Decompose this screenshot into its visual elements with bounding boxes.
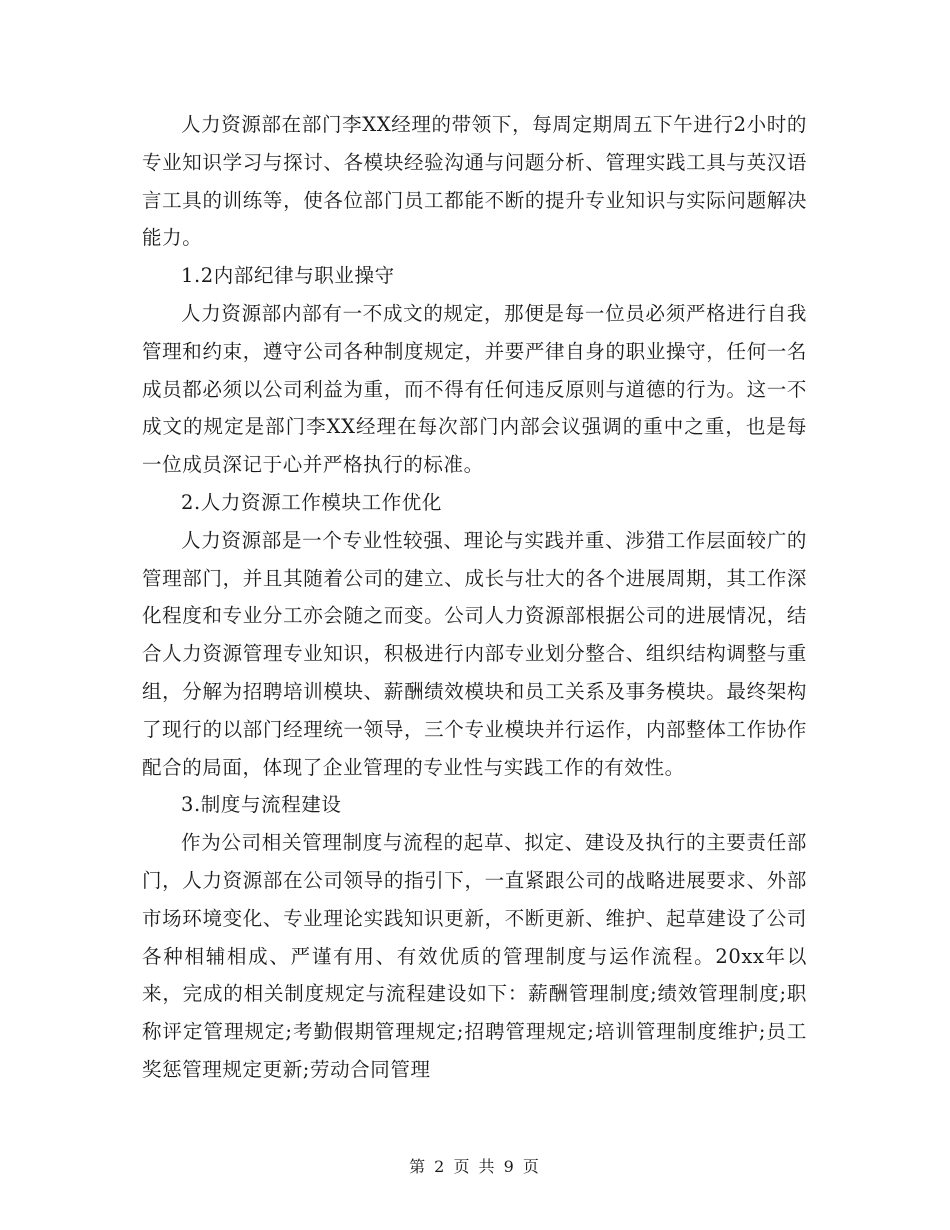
heading-module-optimization: 2.人力资源工作模块工作优化: [181, 490, 443, 514]
paragraph-discipline: 人力资源部内部有一不成文的规定，那便是每一位员必须严格进行自我管理和约束，遵守公司各种制度规定，并要严律自身的职业操守，任何一名成员都必须以公司利益为重，而不得有任何违反原则与道德的行为。这一不成文的规定是部门李XX经理在每次部门内部会议强调的重中之重，也是每一位成员深记于心并严格执行的标准。: [142, 301, 807, 477]
page-number-footer: 第 2 页 共 9 页: [409, 1157, 541, 1176]
paragraph-system-process: 作为公司相关管理制度与流程的起草、拟定、建设及执行的主要责任部门，人力资源部在公司领导的指引下，一直紧跟公司的战略进展要求、外部市场环境变化、专业理论实践知识更新，不断更新、维护、起草建设了公司各种相辅相成、严谨有用、有效优质的管理制度与运作流程。20xx年以来，完成的相关制度规定与流程建设如下：薪酬管理制度;绩效管理制度;职称评定管理规定;考勤假期管理规定;招聘管理规定;培训管理制度维护;员工奖惩管理规定更新;劳动合同管理: [142, 831, 807, 1081]
paragraph-study: 人力资源部在部门李XX经理的带领下，每周定期周五下午进行2小时的专业知识学习与探讨、各模块经验沟通与问题分析、管理实践工具与英汉语言工具的训练等，使各位部门员工都能不断的提升专业知识与实际问题解决能力。: [142, 113, 807, 250]
paragraph-module-optimization: 人力资源部是一个专业性较强、理论与实践并重、涉猎工作层面较广的管理部门，并且其随着公司的建立、成长与壮大的各个进展周期，其工作深化程度和专业分工亦会随之而变。公司人力资源部根据公司的进展情况，结合人力资源管理专业知识，积极进行内部专业划分整合、组织结构调整与重组，分解为招聘培训模块、薪酬绩效模块和员工关系及事务模块。最终架构了现行的以部门经理统一领导，三个专业模块并行运作，内部整体工作协作配合的局面，体现了企业管理的专业性与实践工作的有效性。: [142, 528, 807, 779]
document-body: [142, 106, 807, 1089]
heading-system-process: 3.制度与流程建设: [181, 793, 342, 817]
heading-discipline: 1.2内部纪律与职业操守: [181, 264, 395, 288]
